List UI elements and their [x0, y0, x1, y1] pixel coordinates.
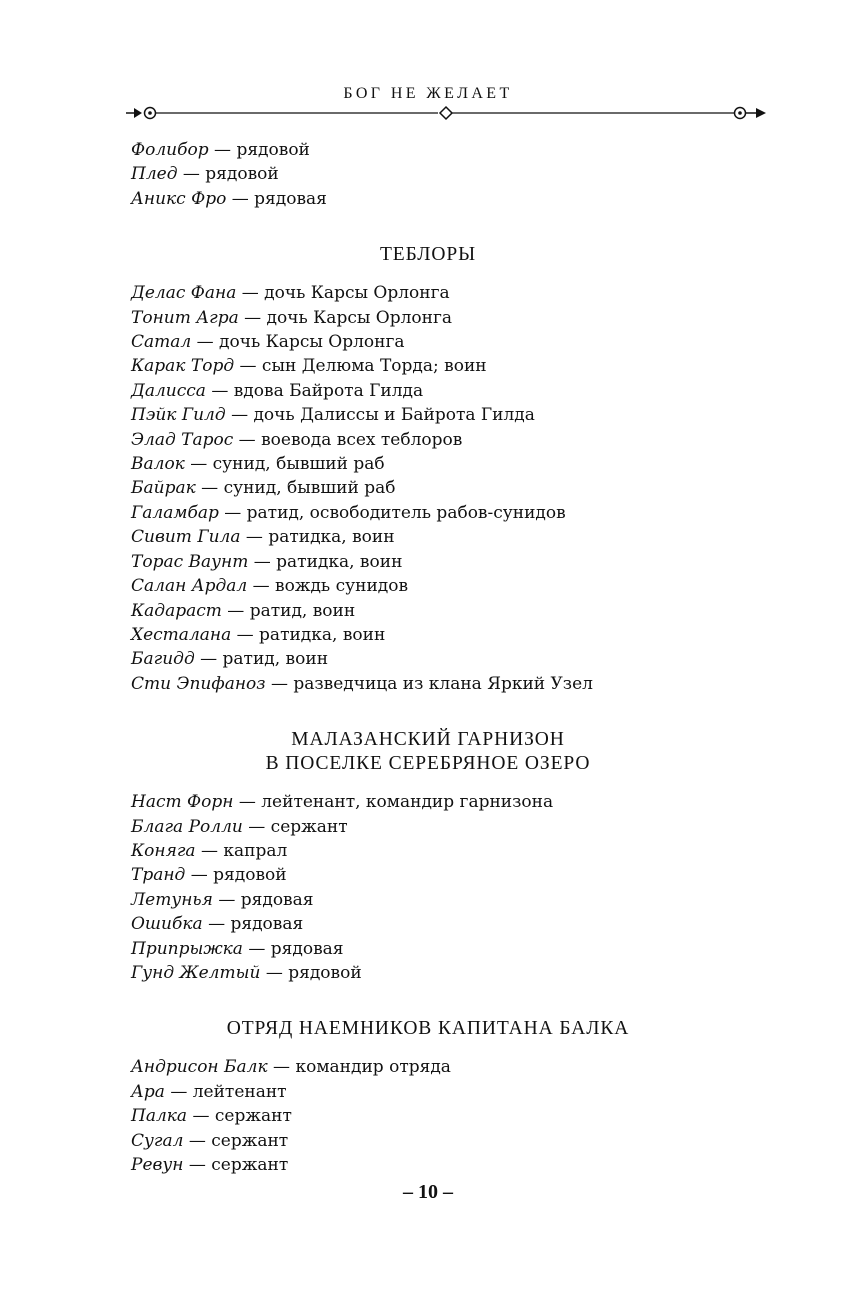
separator: —	[245, 527, 263, 548]
separator: —	[244, 307, 262, 328]
header-ornament-rule	[120, 100, 770, 126]
character-name: Гунд Желтый	[131, 962, 261, 983]
character-name: Ара	[131, 1081, 165, 1102]
character-name: Кадараст	[131, 600, 222, 621]
character-name: Тонит Агра	[131, 307, 239, 328]
character-description: сержант	[211, 1130, 289, 1151]
page-number-dash-left: –	[403, 1181, 413, 1203]
entry	[131, 1104, 771, 1128]
character-name: Палка	[131, 1106, 188, 1127]
separator: —	[200, 649, 218, 670]
character-description: рядовая	[240, 889, 314, 910]
section-malazan-garrison	[131, 728, 771, 985]
character-description: лейтенант, командир гарнизона	[261, 792, 554, 813]
separator: —	[214, 140, 232, 160]
heading-line: В ПОСЕЛКЕ СЕРЕБРЯНОЕ ОЗЕРО	[265, 753, 591, 775]
separator: —	[231, 188, 249, 209]
entry	[131, 162, 771, 186]
entry	[131, 330, 771, 354]
character-name: Сти Эпифаноз	[131, 673, 266, 694]
separator: —	[236, 624, 254, 645]
character-name: Далисса	[131, 380, 206, 401]
character-description: рядовой	[213, 865, 287, 886]
separator: —	[248, 816, 266, 837]
entry	[131, 476, 771, 500]
character-description: дочь Карсы Орлонга	[266, 307, 453, 328]
entry	[131, 1129, 771, 1153]
entry	[131, 574, 771, 598]
separator: —	[231, 405, 249, 426]
entry	[131, 1080, 771, 1104]
character-name: Торас Ваунт	[131, 551, 249, 572]
separator: —	[218, 889, 236, 910]
entry	[131, 281, 771, 305]
entry	[131, 672, 771, 696]
character-description: ратидка, воин	[259, 624, 386, 645]
entry	[131, 623, 771, 647]
character-description: рядовой	[236, 140, 310, 160]
page-number	[0, 1180, 856, 1204]
character-description: ратид, воин	[249, 600, 356, 621]
character-description: ратид, освободитель рабов-сунидов	[246, 502, 566, 523]
character-name: Блага Ролли	[131, 816, 243, 837]
separator: —	[190, 865, 208, 886]
character-description: командир отряда	[295, 1057, 451, 1078]
entry	[131, 790, 771, 814]
character-description: рядовой	[288, 962, 362, 983]
character-list	[131, 138, 771, 1177]
entry	[131, 550, 771, 574]
entry	[131, 428, 771, 452]
entry	[131, 599, 771, 623]
entry	[131, 306, 771, 330]
section-heading	[0, 728, 856, 776]
entry	[131, 138, 771, 162]
character-description: сунид, бывший раб	[212, 454, 385, 475]
entry	[131, 1055, 771, 1079]
entry	[131, 501, 771, 525]
separator: —	[208, 914, 226, 935]
character-name: Сатал	[131, 332, 192, 353]
character-name: Галамбар	[131, 502, 219, 523]
character-name: Хесталана	[131, 624, 232, 645]
character-name: Элад Тарос	[131, 429, 234, 450]
character-name: Валок	[131, 454, 185, 475]
character-description: сын Делюма Торда; воин	[261, 356, 487, 377]
character-name: Транд	[131, 865, 186, 886]
character-name: Багидд	[131, 649, 195, 670]
separator: —	[192, 1106, 210, 1127]
entry	[131, 403, 771, 427]
character-name: Коняга	[131, 840, 196, 861]
character-name: Припрыжка	[131, 938, 243, 959]
separator: —	[238, 792, 256, 813]
character-description: ратидка, воин	[268, 527, 395, 548]
entry	[131, 379, 771, 403]
character-description: разведчица из клана Яркий Узел	[293, 673, 593, 694]
character-description: ратид, воин	[222, 649, 329, 670]
character-description: сержант	[211, 1155, 289, 1175]
separator: —	[265, 962, 283, 983]
character-name: Ревун	[131, 1155, 184, 1175]
separator: —	[200, 840, 218, 861]
character-name: Фолибор	[131, 140, 209, 160]
entry	[131, 187, 771, 211]
separator: —	[211, 380, 229, 401]
character-description: сержант	[270, 816, 348, 837]
separator: —	[196, 332, 214, 353]
character-name: Сивит Гила	[131, 527, 241, 548]
separator: —	[241, 283, 259, 304]
character-description: воевода всех теблоров	[261, 429, 463, 450]
character-description: ратидка, воин	[276, 551, 403, 572]
separator: —	[239, 356, 257, 377]
separator: —	[190, 454, 208, 475]
separator: —	[182, 164, 200, 185]
page-number-dash-right: –	[443, 1181, 453, 1203]
character-name: Летунья	[131, 889, 213, 910]
separator: —	[253, 551, 271, 572]
separator: —	[270, 673, 288, 694]
character-description: дочь Далиссы и Байрота Гилда	[253, 405, 535, 426]
entry	[131, 888, 771, 912]
entry	[131, 839, 771, 863]
character-description: вдова Байрота Гилда	[233, 380, 424, 401]
heading-line: ОТРЯД НАЕМНИКОВ КАПИТАНА БАЛКА	[226, 1018, 630, 1040]
separator: —	[188, 1155, 206, 1175]
separator: —	[227, 600, 245, 621]
character-description: рядовой	[205, 164, 279, 185]
character-name: Делас Фана	[131, 283, 237, 304]
character-name: Плед	[131, 164, 178, 185]
character-name: Сугал	[131, 1130, 184, 1151]
character-name: Пэйк Гилд	[131, 405, 226, 426]
separator: —	[273, 1057, 291, 1078]
entry	[131, 647, 771, 671]
section-heading	[0, 243, 856, 267]
separator: —	[188, 1130, 206, 1151]
character-description: сунид, бывший раб	[223, 478, 396, 499]
character-description: вождь сунидов	[275, 576, 409, 597]
entry	[131, 1153, 771, 1177]
character-description: сержант	[214, 1106, 292, 1127]
section-continued	[131, 138, 771, 211]
page-number-value: 10	[418, 1181, 438, 1203]
character-name: Салан Ардал	[131, 576, 248, 597]
character-description: рядовая	[270, 938, 344, 959]
entry	[131, 452, 771, 476]
entry	[131, 815, 771, 839]
entry	[131, 912, 771, 936]
separator: —	[248, 938, 266, 959]
heading-line: ТЕБЛОРЫ	[380, 244, 476, 266]
separator: —	[170, 1081, 188, 1102]
entry	[131, 961, 771, 985]
section-heading	[0, 1017, 856, 1041]
separator: —	[238, 429, 256, 450]
character-description: рядовая	[254, 188, 327, 209]
entry	[131, 937, 771, 961]
character-description: дочь Карсы Орлонга	[219, 332, 405, 353]
entry	[131, 354, 771, 378]
character-name: Байрак	[131, 478, 196, 499]
character-description: рядовая	[230, 914, 304, 935]
character-name: Наст Форн	[131, 792, 234, 813]
heading-line: МАЛАЗАНСКИЙ ГАРНИЗОН	[291, 729, 565, 751]
section-balk-mercenaries	[131, 1017, 771, 1177]
character-name: Ошибка	[131, 914, 203, 935]
character-description: лейтенант	[192, 1081, 287, 1102]
entry	[131, 525, 771, 549]
separator: —	[252, 576, 270, 597]
character-name: Карак Торд	[131, 356, 235, 377]
character-description: капрал	[223, 840, 288, 861]
separator: —	[224, 502, 242, 523]
section-teblor	[131, 243, 771, 696]
separator: —	[201, 478, 219, 499]
running-title: БОГ НЕ ЖЕЛАЕТ	[343, 85, 513, 102]
character-name: Аникс Фро	[131, 188, 227, 209]
entry	[131, 863, 771, 887]
character-description: дочь Карсы Орлонга	[264, 283, 450, 304]
character-name: Андрисон Балк	[131, 1057, 268, 1078]
